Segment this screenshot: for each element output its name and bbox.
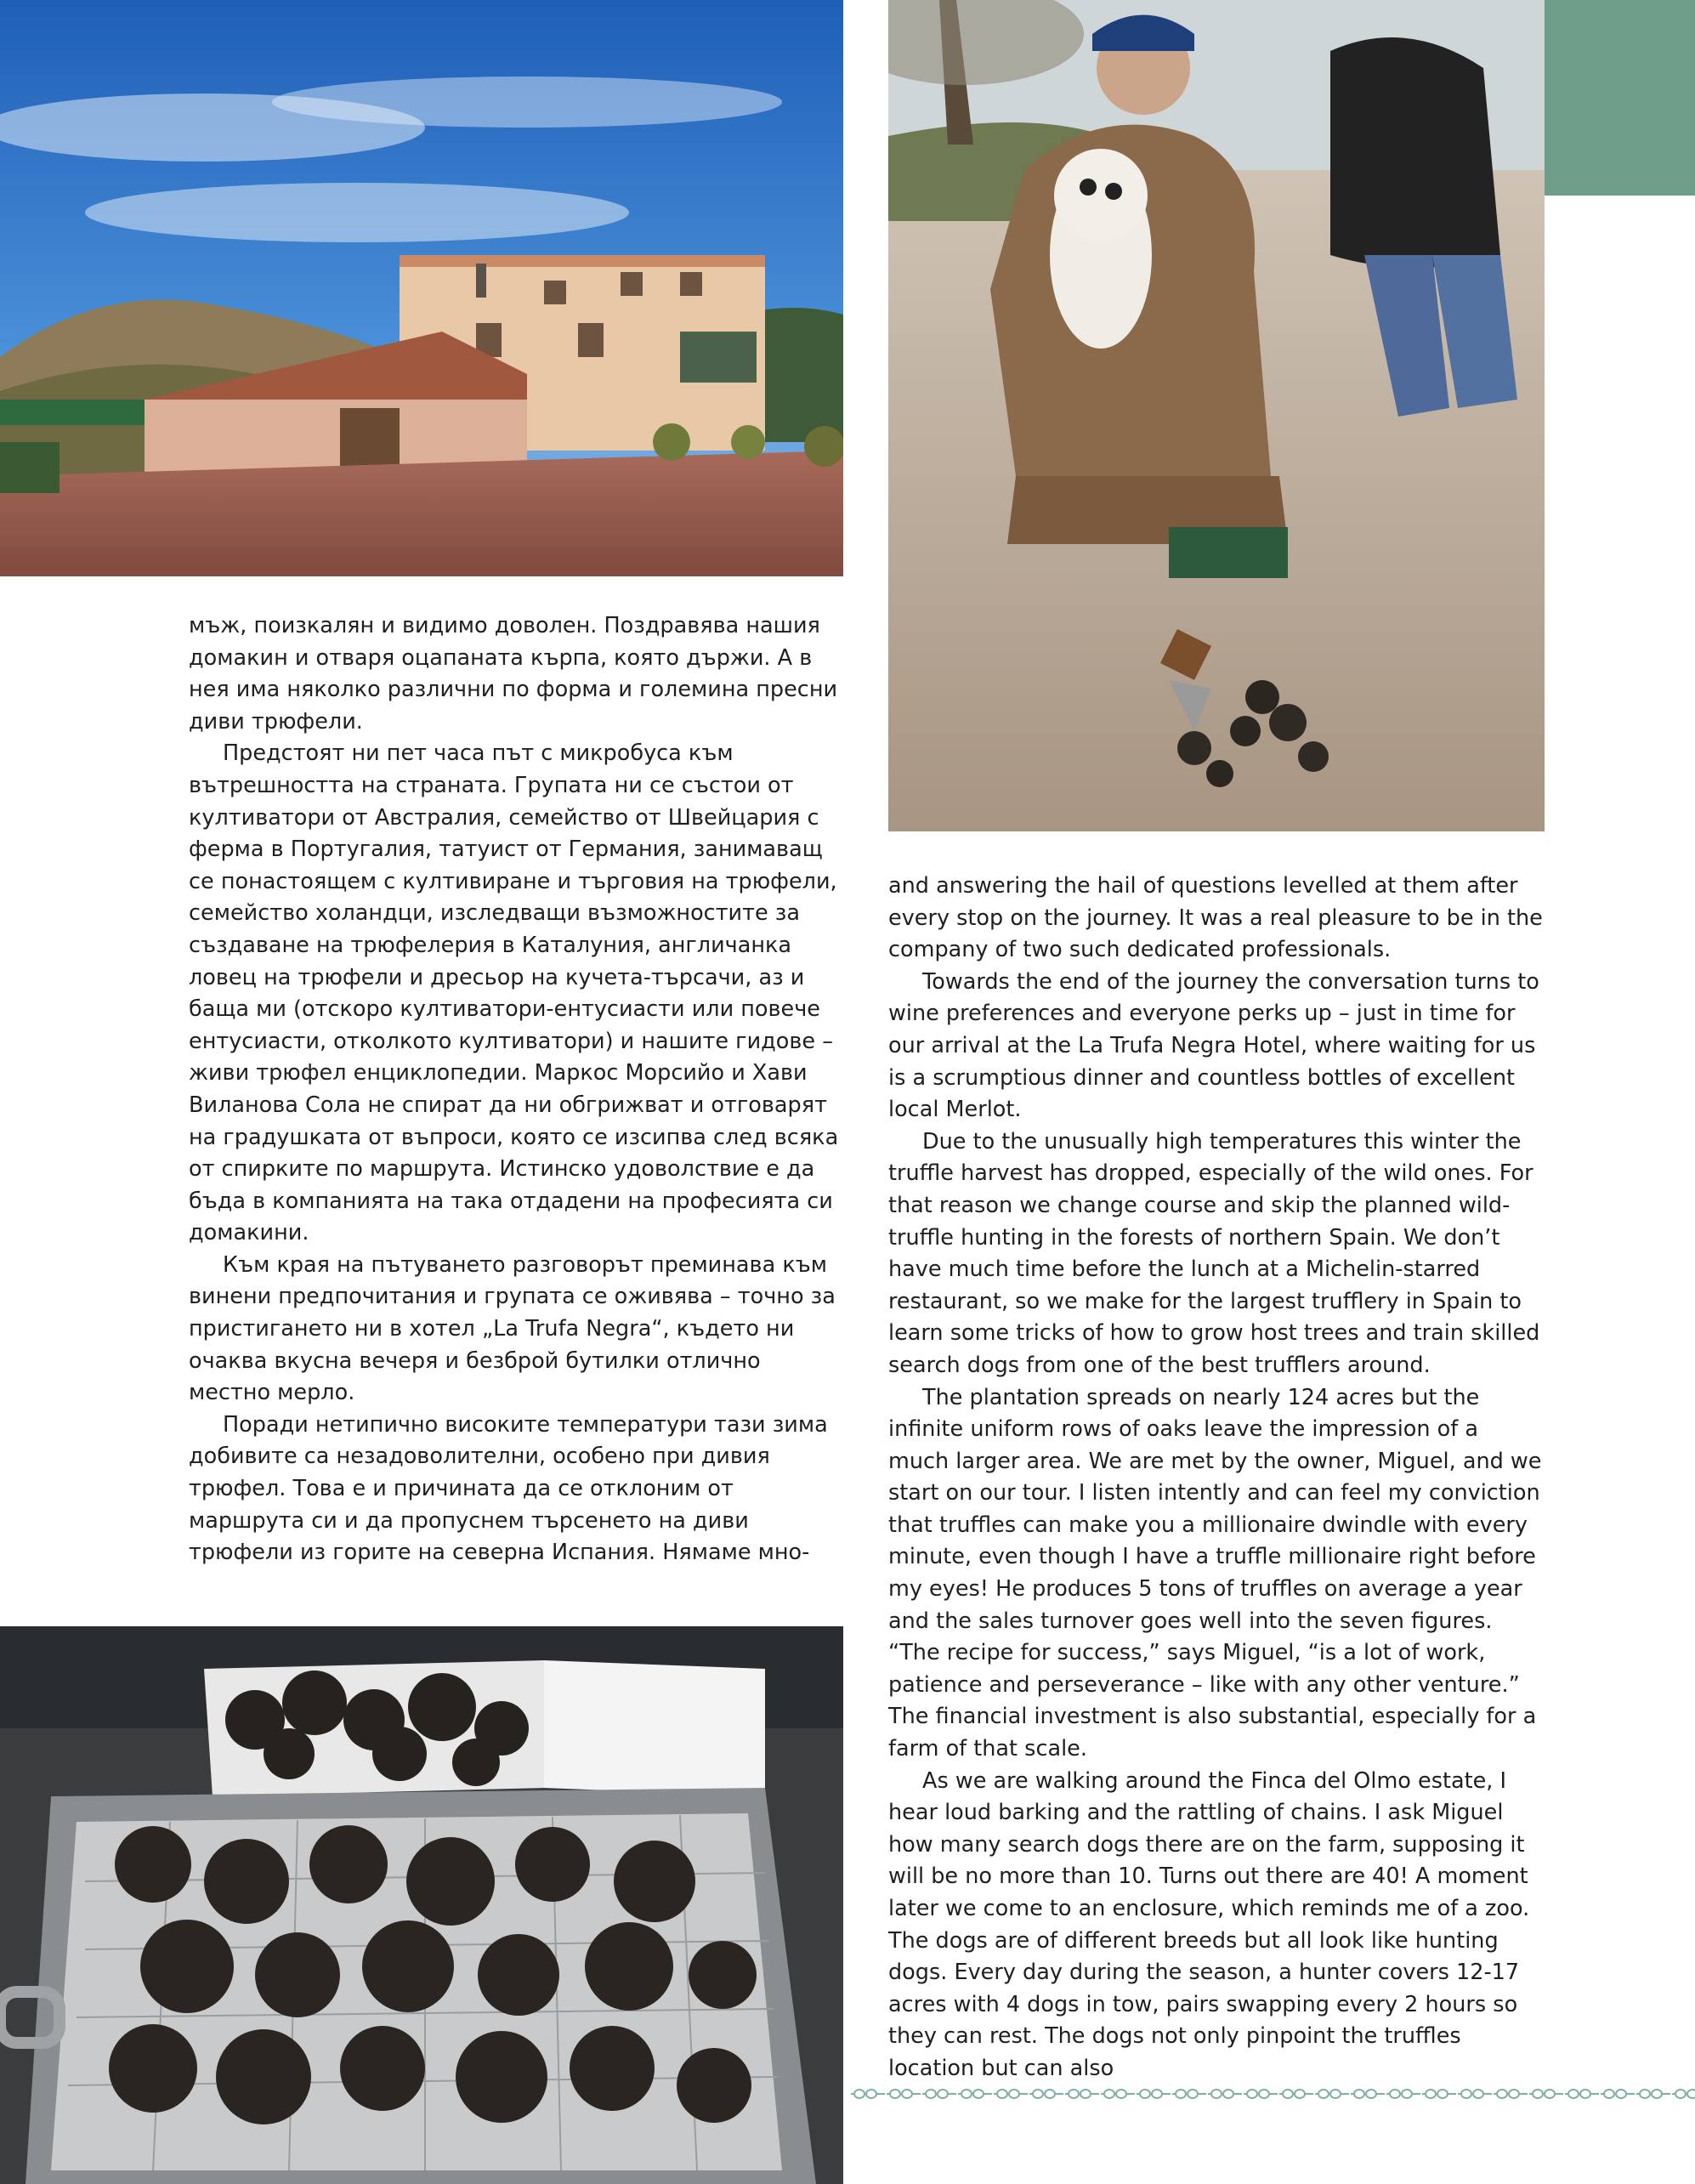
ornament-motif — [994, 2090, 1028, 2098]
ornament-motif — [1351, 2090, 1385, 2098]
bg-paragraph: Предстоят ни пет часа път с микробуса към вътрешността на страната. Групата ни се състои от култиватори от Австралия, семейство от Швейцария с ферма в Португалия, татуист от Германия, занимаващ се понастоящем с култивиране и търговия на трюфели, семейство холандци, изследващи възможностите за създаване на трюфелерия в Каталуния, англичанка ловец на трюфели и дресьор на кучета-търсачи, аз и баща ми (отскоро култиватори-ентусиасти или повече ентусиасти, отколкото култиватори) и нашите гидове – живи трюфел енциклопедии. Маркос Морсийо и Хави Виланова Сола не спират да ни обгрижват и отговарят на градушката от въпроси, която се изсипва след всяка от спирките по маршрута. Истинско удоволствие е да бъда в компанията на така отдадени на професията си домакини. — [189, 740, 839, 1246]
en-paragraph: and answering the hail of questions levelled at them after every stop on the journey. It was a real pleasure to be in the company of two such dedicated professionals. — [888, 873, 1543, 963]
ornament-motif — [1422, 2090, 1456, 2098]
ornament-motif — [958, 2090, 992, 2098]
en-paragraph: As we are walking around the Finca del Olmo estate, I hear loud barking and the rattling of chains. I ask Miguel how many search dogs there are on the farm, supposing it will be no more than 10. Turns out there are 40! A moment later we come to an enclosure, which reminds me of a zoo. The dogs are of different breeds but all look like hunting dogs. Every day during the season, a hunter covers 12-17 acres with 4 dogs in tow, pairs swapping every 2 hours so they can rest. The dogs not only pinpoint the truffles location but can also — [888, 1767, 1530, 2081]
ornament-motif — [1172, 2090, 1206, 2098]
ornament-motif — [1494, 2090, 1528, 2098]
ornament-motif — [1315, 2090, 1349, 2098]
ornament-motif — [887, 2090, 921, 2098]
en-paragraph: Towards the end of the journey the conversation turns to wine preferences and everyone perks up – just in time for our arrival at the La Trufa Negra Hotel, where waiting for us is a scrumptious dinner and countless bottles of excellent local Merlot. — [888, 968, 1539, 1123]
ornament-motif — [1636, 2090, 1670, 2098]
ornament-motif — [1029, 2090, 1063, 2098]
truffle-trays-photo — [0, 1626, 843, 2184]
ornament-motif — [1529, 2090, 1563, 2098]
ornament-motif — [1565, 2090, 1599, 2098]
ornament-motif — [1386, 2090, 1420, 2098]
ornament-motif — [1279, 2090, 1313, 2098]
bulgarian-text-column — [189, 610, 840, 1569]
bg-paragraph: Към края на пътуването разговорът преминава към винени предпочитания и групата се оживява – точно за пристигането ни в хотел „La Trufa Negra“, където ни очаква вкусна вечеря и безброй бутилки отлично местно мерло. — [189, 1251, 836, 1406]
ornament-motif — [851, 2090, 885, 2098]
bg-paragraph: Поради нетипично високите температури тази зима добивите са незадоволителни, особено при дивия трюфел. Това е и причината да се отклоним от маршрута си и да пропуснем търсенето на диви трюфели из горите на северна Испания. Нямаме мно- — [189, 1411, 828, 1566]
ornament-motif — [922, 2090, 956, 2098]
ornament-motif — [1208, 2090, 1242, 2098]
ornament-motif — [1601, 2090, 1635, 2098]
ornament-motif — [1458, 2090, 1492, 2098]
ornament-motif — [1101, 2090, 1135, 2098]
decorative-ornament-divider — [846, 2083, 1695, 2105]
ornament-motif — [1244, 2090, 1278, 2098]
ornament-motif — [1672, 2090, 1695, 2098]
truffle-hunter-with-dog-photo — [888, 0, 1545, 831]
en-paragraph: Due to the unusually high temperatures this winter the truffle harvest has dropped, especially of the wild ones. For that reason we change course and skip the planned wild-truffle hunting in the forests of northern Spain. We don’t have much time before the lunch at a Michelin-starred restaurant, so we make for the largest trufflery in Spain to learn some tricks of how to grow host trees and train skilled search dogs from one of the best trufflers around. — [888, 1128, 1540, 1378]
hotel-building-photo — [0, 0, 843, 576]
bg-paragraph: мъж, поизкалян и видимо доволен. Поздравява нашия домакин и отваря оцапаната кърпа, която държи. А в нея има няколко различни по форма и големина пресни диви трюфели. — [189, 613, 838, 735]
ornament-motif — [1137, 2090, 1171, 2098]
english-text-column — [888, 871, 1545, 2085]
ornament-motif — [1065, 2090, 1099, 2098]
corner-color-tab — [1545, 0, 1695, 196]
en-paragraph: The plantation spreads on nearly 124 acres but the infinite uniform rows of oaks leave the impression of a much larger area. We are met by the owner, Miguel, and we start on our tour. I listen intently and can feel my conviction that truffles can make you a millionaire dwindle with every minute, even though I have a truffle millionaire right before my eyes! He produces 5 tons of truffles on average a year and the sales turnover goes well into the seven figures. “The recipe for success,” says Miguel, “is a lot of work, patience and perseverance – like with any other venture.” The financial investment is also substantial, especially for a farm of that scale. — [888, 1384, 1542, 1762]
